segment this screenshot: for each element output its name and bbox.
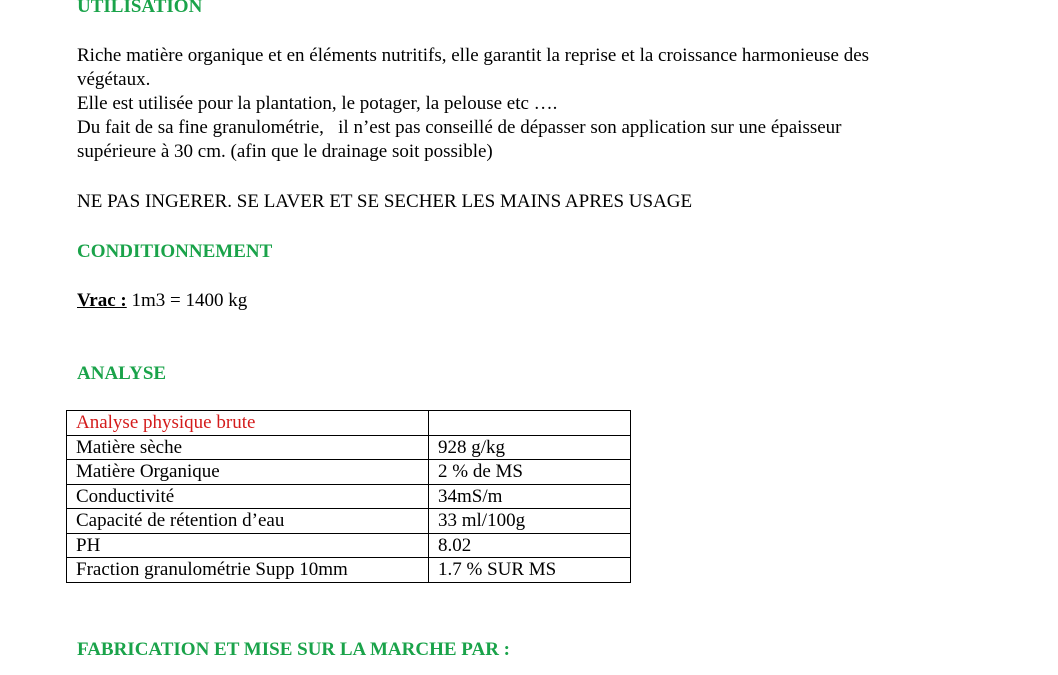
utilisation-paragraph <box>77 44 1007 164</box>
table-cell-value: 2 % de MS <box>429 460 631 485</box>
table-cell-parameter: Fraction granulométrie Supp 10mm <box>67 558 429 583</box>
heading-analyse: ANALYSE <box>77 363 167 384</box>
table-cell-value: 8.02 <box>429 533 631 558</box>
heading-conditionnement: CONDITIONNEMENT <box>77 241 273 262</box>
heading-utilisation: UTILISATION <box>77 0 203 17</box>
utilisation-line-4: Du fait de sa fine granulométrie, il n’est pas conseillé de dépasser son application sur une épaisseur <box>77 117 842 138</box>
table-header-row <box>67 411 631 436</box>
table-cell-value: 928 g/kg <box>429 435 631 460</box>
table-row <box>67 558 631 583</box>
heading-fabrication: FABRICATION ET MISE SUR LA MARCHE PAR : <box>77 639 510 660</box>
safety-warning: NE PAS INGERER. SE LAVER ET SE SECHER LES MAINS APRES USAGE <box>77 191 693 212</box>
table-row <box>67 484 631 509</box>
vrac-line <box>77 289 247 313</box>
table-cell-value: 33 ml/100g <box>429 509 631 534</box>
table-cell-parameter: PH <box>67 533 429 558</box>
utilisation-line-2: végétaux. <box>77 69 151 90</box>
table-cell-parameter: Conductivité <box>67 484 429 509</box>
table-row <box>67 435 631 460</box>
utilisation-line-1: Riche matière organique et en éléments nutritifs, elle garantit la reprise et la croissance harmonieuse des <box>77 45 870 66</box>
vrac-label: Vrac : <box>77 290 127 311</box>
table-cell-parameter: Capacité de rétention d’eau <box>67 509 429 534</box>
table-header-cell <box>429 411 631 436</box>
utilisation-line-3: Elle est utilisée pour la plantation, le potager, la pelouse etc …. <box>77 93 558 114</box>
table-row <box>67 509 631 534</box>
table-row <box>67 533 631 558</box>
table-cell-value: 1.7 % SUR MS <box>429 558 631 583</box>
analyse-table <box>66 410 631 583</box>
table-cell-parameter: Matière Organique <box>67 460 429 485</box>
utilisation-line-5: supérieure à 30 cm. (afin que le drainage soit possible) <box>77 141 493 162</box>
table-cell-parameter: Matière sèche <box>67 435 429 460</box>
table-cell-value: 34mS/m <box>429 484 631 509</box>
vrac-value: 1m3 = 1400 kg <box>126 290 248 311</box>
table-row <box>67 460 631 485</box>
table-header-cell: Analyse physique brute <box>67 411 429 436</box>
